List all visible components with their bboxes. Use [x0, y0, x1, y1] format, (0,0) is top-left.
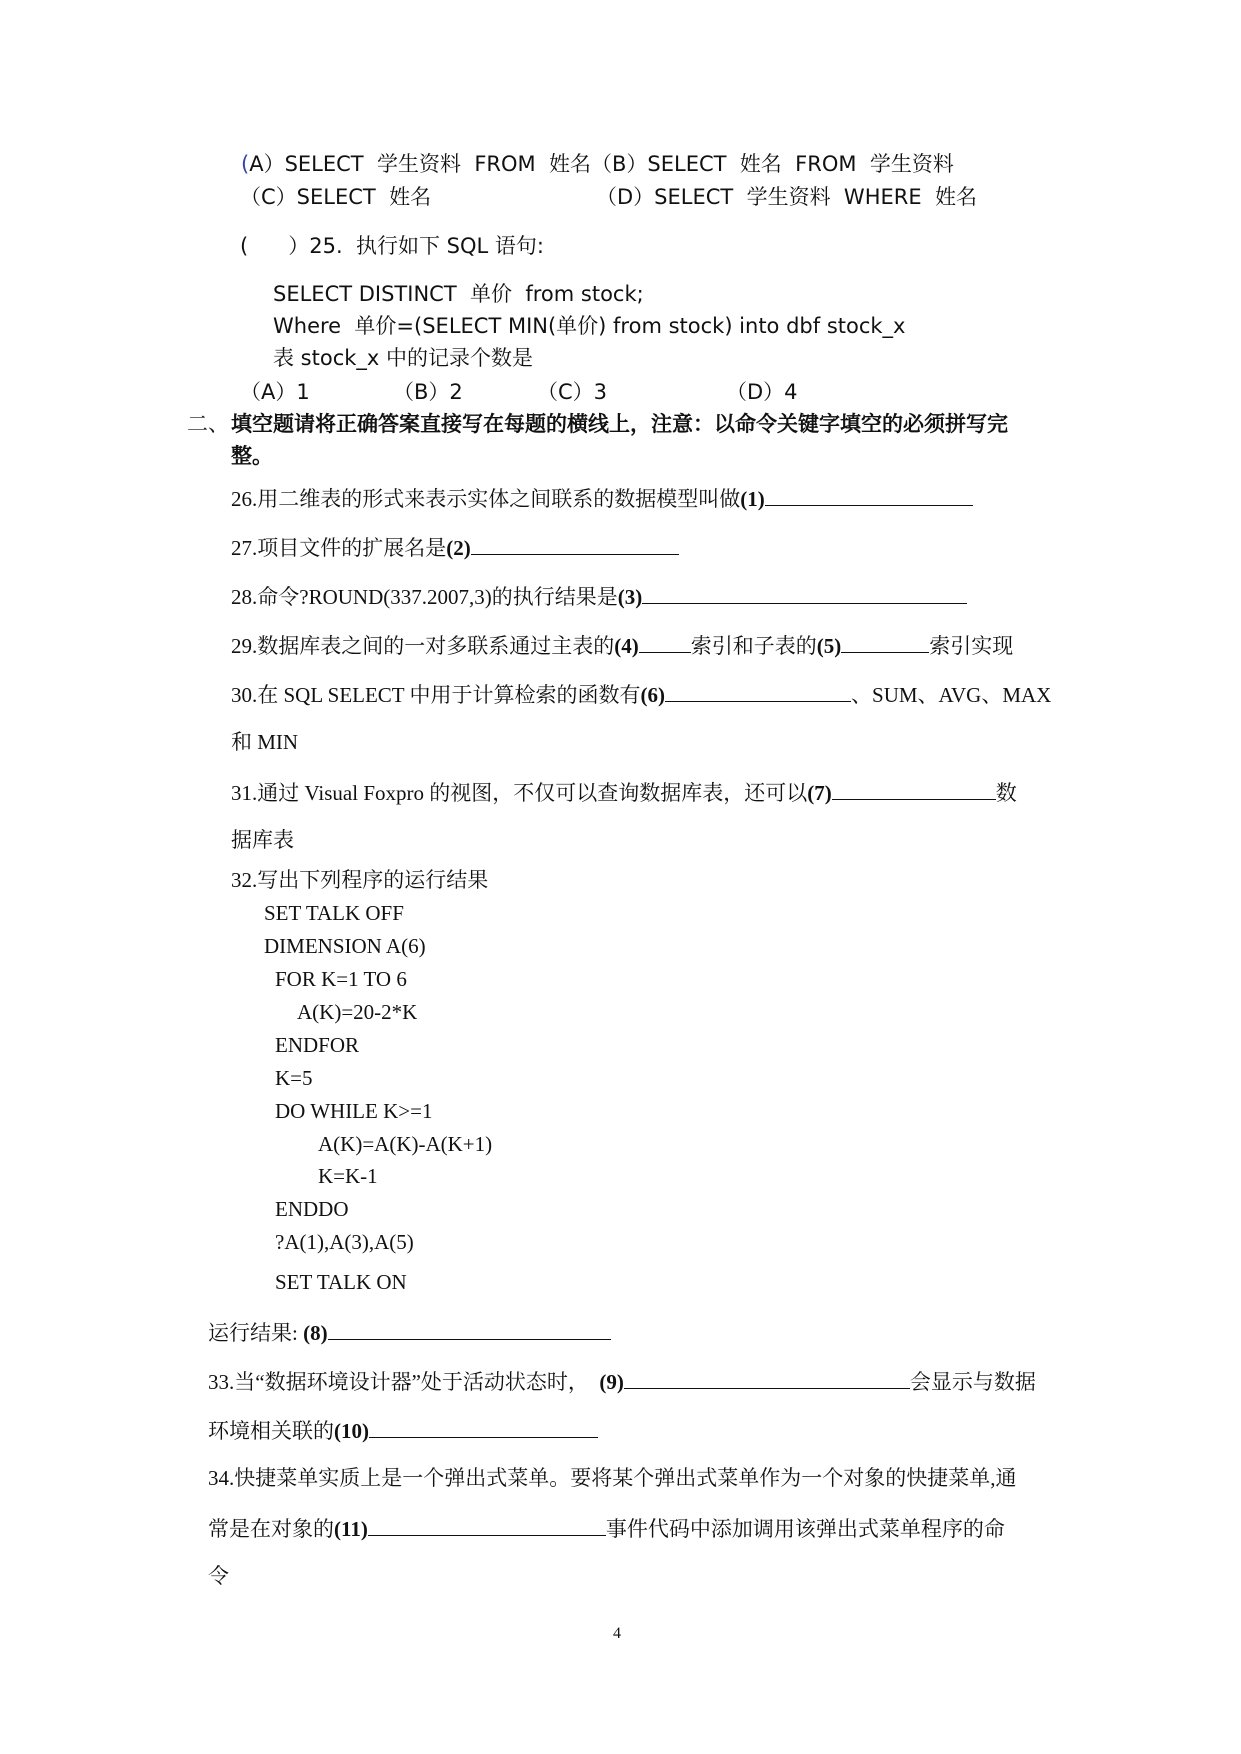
q32-code-line: A(K)=A(K)-A(K+1) [318, 1132, 493, 1156]
q30-mark: (6) [640, 683, 666, 707]
q34-line2-tail: 事件代码中添加调用该弹出式菜单程序的命 [605, 1517, 1005, 1541]
q26 [231, 487, 973, 510]
q27 [231, 536, 679, 559]
q30-answer-blank[interactable] [665, 683, 851, 702]
q32-code-line: K=K-1 [318, 1164, 378, 1188]
q34-line1: 34.快捷菜单实质上是一个弹出式菜单。要将某个弹出式菜单作为一个对象的快捷菜单,通 [208, 1466, 1017, 1490]
q29 [231, 634, 1013, 657]
q34-answer-blank[interactable] [368, 1517, 606, 1536]
q29-text: 29.数据库表之间的一对多联系通过主表的 [231, 634, 615, 658]
q32-result-label: 运行结果: [208, 1321, 304, 1345]
q30 [231, 683, 1051, 706]
q33-line2-text: 环境相关联的 [208, 1419, 334, 1443]
q32-title: 32.写出下列程序的运行结果 [231, 868, 489, 892]
q32-result [208, 1321, 611, 1344]
q24-option-d: （D）SELECT 学生资料 WHERE 姓名 [596, 185, 977, 209]
q29-answer-blank1[interactable] [639, 634, 691, 653]
q31-text: 31.通过 Visual Foxpro 的视图，不仅可以查询数据库表，还可以 [231, 781, 808, 805]
q32-answer-blank[interactable] [328, 1321, 611, 1340]
q27-text: 27.项目文件的扩展名是 [231, 536, 447, 560]
q32-code-line: ENDDO [275, 1197, 349, 1221]
q25-stem: ( ）25. 执行如下 SQL 语句: [240, 234, 544, 258]
q34-line3: 令 [208, 1564, 229, 1588]
q29-mid: 索引和子表的 [690, 634, 817, 658]
q27-mark: (2) [446, 536, 471, 560]
q25-option-d: （D）4 [726, 380, 798, 404]
q33-line2 [208, 1419, 598, 1442]
q30-tail: 、SUM、AVG、MAX [851, 683, 1052, 707]
section2-title-line2: 整。 [231, 444, 273, 468]
q25-code-line3: 表 stock_x 中的记录个数是 [273, 346, 534, 370]
q32-mark: (8) [303, 1321, 328, 1345]
q32-code-line: ?A(1),A(3),A(5) [275, 1230, 414, 1254]
q30-line2: 和 MIN [231, 730, 299, 754]
q28-answer-blank[interactable] [642, 585, 967, 604]
q26-text: 26.用二维表的形式来表示实体之间联系的数据模型叫做 [231, 487, 741, 511]
q31-line2: 据库表 [231, 828, 294, 852]
q32-code-line: DIMENSION A(6) [264, 934, 426, 958]
q31-tail: 数 [995, 781, 1017, 805]
q32-code-line: K=5 [275, 1066, 313, 1090]
q26-mark: (1) [740, 487, 765, 511]
q29-mark2: (5) [816, 634, 842, 658]
section2-number: 二、 [187, 412, 229, 436]
q31-answer-blank[interactable] [832, 781, 996, 800]
q25-option-b: （B）2 [393, 380, 463, 404]
q25-code-line2: Where 单价=(SELECT MIN(单价) from stock) into dbf stock_x [273, 314, 906, 338]
q27-answer-blank[interactable] [471, 536, 679, 555]
q29-answer-blank2[interactable] [841, 634, 929, 653]
q31-mark: (7) [807, 781, 832, 805]
q34-line2-text: 常是在对象的 [208, 1517, 334, 1541]
q30-text: 30.在 SQL SELECT 中用于计算检索的函数有 [231, 683, 641, 707]
q25-code-line1: SELECT DISTINCT 单价 from stock; [273, 282, 644, 306]
q24-options-line1 [241, 154, 954, 175]
q33 [208, 1370, 1036, 1393]
q32-code-line: SET TALK OFF [264, 901, 404, 925]
q24-option-c: （C）SELECT 姓名 [240, 185, 432, 209]
q34-mark: (11) [334, 1517, 368, 1541]
q29-tail: 索引实现 [929, 634, 1014, 658]
q32-code-line: ENDFOR [275, 1033, 360, 1057]
q32-code-line: DO WHILE K>=1 [275, 1099, 433, 1123]
q32-code-line: FOR K=1 TO 6 [275, 967, 407, 991]
q25-option-c: （C）3 [537, 380, 608, 404]
q33-tail: 会显示与数据 [909, 1370, 1036, 1394]
q33-text: 33.当“数据环境设计器”处于活动状态时， [208, 1370, 600, 1394]
q25-option-a: （A）1 [240, 380, 310, 404]
q33-answer-blank2[interactable] [369, 1419, 598, 1438]
q31 [231, 781, 1017, 804]
q33-mark2: (10) [334, 1419, 369, 1443]
q33-mark1: (9) [599, 1370, 624, 1394]
section2-title-line1: 填空题请将正确答案直接写在每题的横线上，注意：以命令关键字填空的必须拼写完 [231, 412, 1008, 436]
q26-answer-blank[interactable] [765, 487, 973, 506]
q24-options-ab: A）SELECT 学生资料 FROM 姓名（B）SELECT 姓名 FROM 学生资料 [249, 152, 954, 176]
page-number: 4 [613, 1625, 621, 1642]
q28-mark: (3) [617, 585, 643, 609]
q29-mark1: (4) [614, 634, 639, 658]
q28-text: 28.命令?ROUND(337.2007,3)的执行结果是 [231, 585, 618, 609]
q32-code-line: SET TALK ON [275, 1270, 407, 1294]
q24-open-paren: ( [241, 152, 250, 176]
q32-code-line: A(K)=20-2*K [297, 1000, 418, 1024]
q28 [231, 585, 967, 608]
q34-line2 [208, 1517, 1005, 1540]
q33-answer-blank1[interactable] [624, 1370, 910, 1389]
